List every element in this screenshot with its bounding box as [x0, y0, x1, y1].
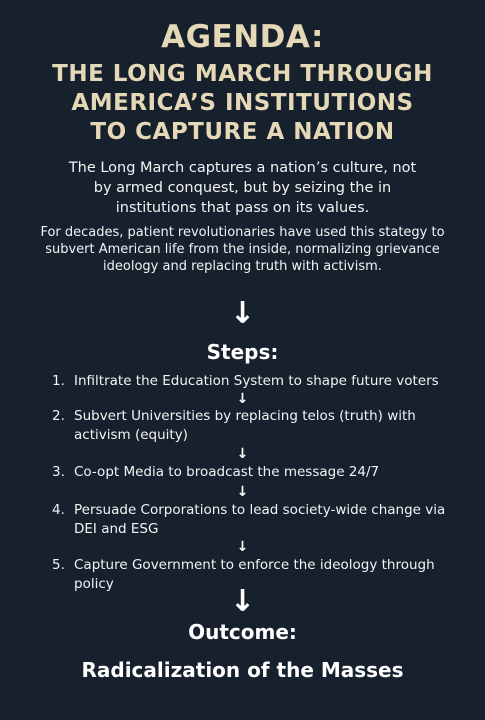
- step-number: 5.: [52, 557, 65, 573]
- title-line-4: TO CAPTURE A NATION: [90, 119, 395, 145]
- down-arrow-icon: ↓: [236, 484, 249, 500]
- title-line-3: AMERICA’S INSTITUTIONS: [71, 90, 414, 116]
- step-text: Persuade Corporations to lead society-wide change via DEI and ESG: [74, 502, 446, 537]
- step-text: Subvert Universities by replacing telos (truth) with activism (equity): [74, 408, 416, 443]
- step-number: 2.: [52, 408, 65, 424]
- steps-heading: Steps:: [206, 340, 279, 364]
- step-text: Co-opt Media to broadcast the message 24/7: [74, 464, 380, 480]
- step-text: Capture Government to enforce the ideology through policy: [74, 557, 435, 592]
- step-number: 3.: [52, 464, 65, 480]
- down-arrow-icon: ↓: [236, 446, 249, 462]
- step-text: Infiltrate the Education System to shape future voters: [74, 373, 439, 389]
- outcome-text: Radicalization of the Masses: [81, 658, 404, 682]
- step-number: 1.: [52, 373, 65, 389]
- outcome-heading: Outcome:: [188, 620, 297, 644]
- down-arrow-icon: ↓: [229, 296, 256, 331]
- down-arrow-icon: ↓: [229, 584, 256, 619]
- down-arrow-icon: ↓: [236, 391, 249, 407]
- title-line-2: THE LONG MARCH THROUGH: [52, 61, 433, 87]
- down-arrow-icon: ↓: [236, 539, 249, 555]
- title-agenda: AGENDA:: [161, 19, 324, 55]
- step-number: 4.: [52, 502, 65, 518]
- description-paragraph: For decades, patient revolutionaries have used this stategy to subvert American life from the inside, normalizing grievance ideology and replacing truth with activism.: [40, 225, 445, 274]
- intro-text: The Long March captures a nation’s culture, not by armed conquest, but by seizing the in institutions that pass on its values.: [68, 160, 417, 216]
